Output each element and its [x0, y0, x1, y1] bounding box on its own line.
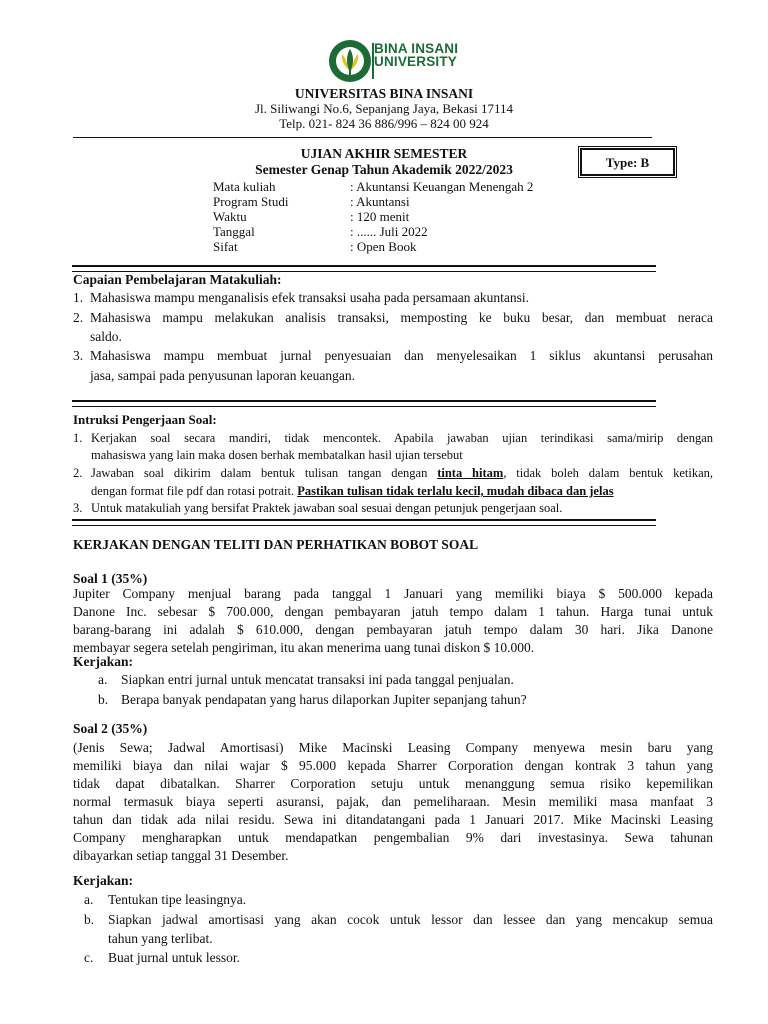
soal2-task-letter: a. — [84, 892, 94, 907]
meta-key: Mata kuliah — [213, 179, 276, 194]
soal2-title: Soal 2 (35%) — [73, 721, 148, 736]
soal2-task: Tentukan tipe leasingnya. — [108, 892, 247, 907]
main-heading: KERJAKAN DENGAN TELITI DAN PERHATIKAN BOBOT SOAL — [73, 537, 479, 552]
cpmk-number: 3. — [73, 348, 84, 363]
soal1-text: barang-barang ini adalah $ 610.000, dengan pembayaran jatuh tempo dalam 30 hari. Jika Danone — [73, 622, 713, 637]
emphasis-legibility: Pastikan tulisan tidak terlalu kecil, mudah dibaca dan jelas — [297, 484, 614, 498]
soal2-text: tahun dan tidak ada nilai residu. Sewa ini ditandatangani pada 1 Januari 2017. Mike Macinski Leasing — [73, 812, 713, 827]
instruction-number: 3. — [73, 501, 83, 515]
meta-key: Program Studi — [213, 194, 289, 209]
soal2-text: (Jenis Sewa; Jadwal Amortisasi) Mike Macinski Leasing Company menyewa mesin baru yang — [73, 740, 713, 755]
university-address: Jl. Siliwangi No.6, Sepanjang Jaya, Bekasi 17114 — [254, 101, 514, 116]
cpmk-item: Mahasiswa mampu membuat jurnal penyesuaian dan menyelesaikan 1 siklus akuntansi perusahan — [90, 348, 713, 363]
instruction-text: , tidak boleh dalam bentuk ketikan, — [503, 466, 713, 480]
soal2-text: Company mengharapkan untuk mendapatkan pengembalian 9% dari investasinya. Sewa tahunan — [73, 830, 713, 845]
instruction-text: dengan format file pdf dan rotasi potrait. — [91, 484, 298, 498]
soal1-task-letter: a. — [98, 672, 108, 687]
meta-value: : Akuntansi — [350, 194, 410, 209]
meta-value: : ...... Juli 2022 — [350, 224, 428, 239]
soal2-task-letter: b. — [84, 912, 95, 927]
instruction-item: Kerjakan soal secara mandiri, tidak mencontek. Apabila jawaban ujian terindikasi sama/mirip dengan — [91, 431, 713, 445]
instruction-item-cont: mahasiswa yang lain maka dosen berhak membatalkan hasil ujian tersebut — [91, 448, 463, 462]
emphasis-black-ink: tinta hitam — [437, 466, 504, 480]
instruction-text: Jawaban soal dikirim dalam bentuk tulisan tangan dengan — [91, 466, 438, 480]
soal1-text: Danone Inc. sebesar $ 700.000, dengan pembayaran jatuh tempo dalam 1 tahun. Harga tunai untuk — [73, 604, 713, 619]
cpmk-item: Mahasiswa mampu melakukan analisis transaksi, memposting ke buku besar, dan membuat neraca — [90, 310, 713, 325]
cpmk-number: 2. — [73, 310, 84, 325]
cpmk-item-cont: saldo. — [90, 329, 122, 344]
cpmk-heading: Capaian Pembelajaran Matakuliah: — [73, 272, 282, 287]
cpmk-item-cont: jasa, sampai pada penyusunan laporan keuangan. — [90, 368, 356, 383]
soal2-task-cont: tahun yang terlibat. — [108, 931, 213, 946]
soal1-text: Jupiter Company menjual barang pada tanggal 1 Januari yang memiliki biaya $ 500.000 kepada — [73, 586, 713, 601]
soal1-text: membayar segera setelah pengiriman, itu akan menerima uang tunai diskon $ 10.000. — [73, 640, 535, 655]
instruction-item-cont — [91, 483, 713, 501]
soal2-task-letter: c. — [84, 950, 94, 965]
header-divider — [73, 137, 652, 138]
soal1-task: Berapa banyak pendapatan yang harus dilaporkan Jupiter sepanjang tahun? — [121, 692, 527, 707]
soal2-kerjakan: Kerjakan: — [73, 873, 133, 888]
soal1-task: Siapkan entri jurnal untuk mencatat transaksi ini pada tanggal penjualan. — [121, 672, 514, 687]
meta-key: Sifat — [213, 239, 238, 254]
section-rule — [72, 400, 656, 407]
soal2-text: dibayarkan setiap tanggal 31 Desember. — [73, 848, 289, 863]
soal1-kerjakan: Kerjakan: — [73, 654, 133, 669]
soal2-task: Siapkan jadwal amortisasi yang akan cocok untuk lessor dan lessee dan yang mencakup semua — [108, 912, 713, 927]
exam-semester: Semester Genap Tahun Akademik 2022/2023 — [255, 162, 513, 177]
soal2-text: normal termasuk biaya seperti asuransi, pajak, dan pemeliharaan. Mesin memiliki masa manfaat 3 — [73, 794, 713, 809]
meta-key: Waktu — [213, 209, 247, 224]
soal1-task-letter: b. — [98, 692, 109, 707]
cpmk-number: 1. — [73, 290, 84, 305]
meta-value: : 120 menit — [350, 209, 410, 224]
soal2-text: tidak dapat dibatalkan. Sharrer Corporation setuju untuk menanggung semua risiko kepemilikan — [73, 776, 713, 791]
soal2-task: Buat jurnal untuk lessor. — [108, 950, 240, 965]
instruction-number: 1. — [73, 431, 83, 445]
section-rule — [72, 265, 656, 272]
meta-value: : Akuntansi Keuangan Menengah 2 — [350, 179, 534, 194]
cpmk-item: Mahasiswa mampu menganalisis efek transaksi usaha pada persamaan akuntansi. — [90, 290, 529, 305]
logo-emblem-icon — [327, 38, 373, 84]
exam-title: UJIAN AKHIR SEMESTER — [300, 146, 468, 161]
logo-line-2: UNIVERSITY — [374, 54, 458, 69]
university-name: UNIVERSITAS BINA INSANI — [294, 86, 474, 101]
instruction-item — [91, 465, 713, 483]
meta-value: : Open Book — [350, 239, 417, 254]
section-rule — [72, 519, 656, 526]
logo-wordmark — [374, 42, 458, 68]
instruction-number: 2. — [73, 466, 83, 480]
logo-line-1: BINA INSANI — [374, 41, 459, 56]
soal1-title: Soal 1 (35%) — [73, 571, 148, 586]
instructions-heading: Intruksi Pengerjaan Soal: — [73, 412, 217, 427]
instruction-item: Untuk matakuliah yang bersifat Praktek jawaban soal sesuai dengan petunjuk pengerjaan soal. — [91, 501, 563, 515]
meta-key: Tanggal — [213, 224, 255, 239]
university-phone: Telp. 021- 824 36 886/996 – 824 00 924 — [279, 116, 489, 131]
exam-type-label: Type: B — [605, 155, 650, 170]
soal2-text: memiliki biaya dan nilai wajar $ 95.000 kepada Sharrer Corporation dengan kontrak 3 tahun yang — [73, 758, 713, 773]
